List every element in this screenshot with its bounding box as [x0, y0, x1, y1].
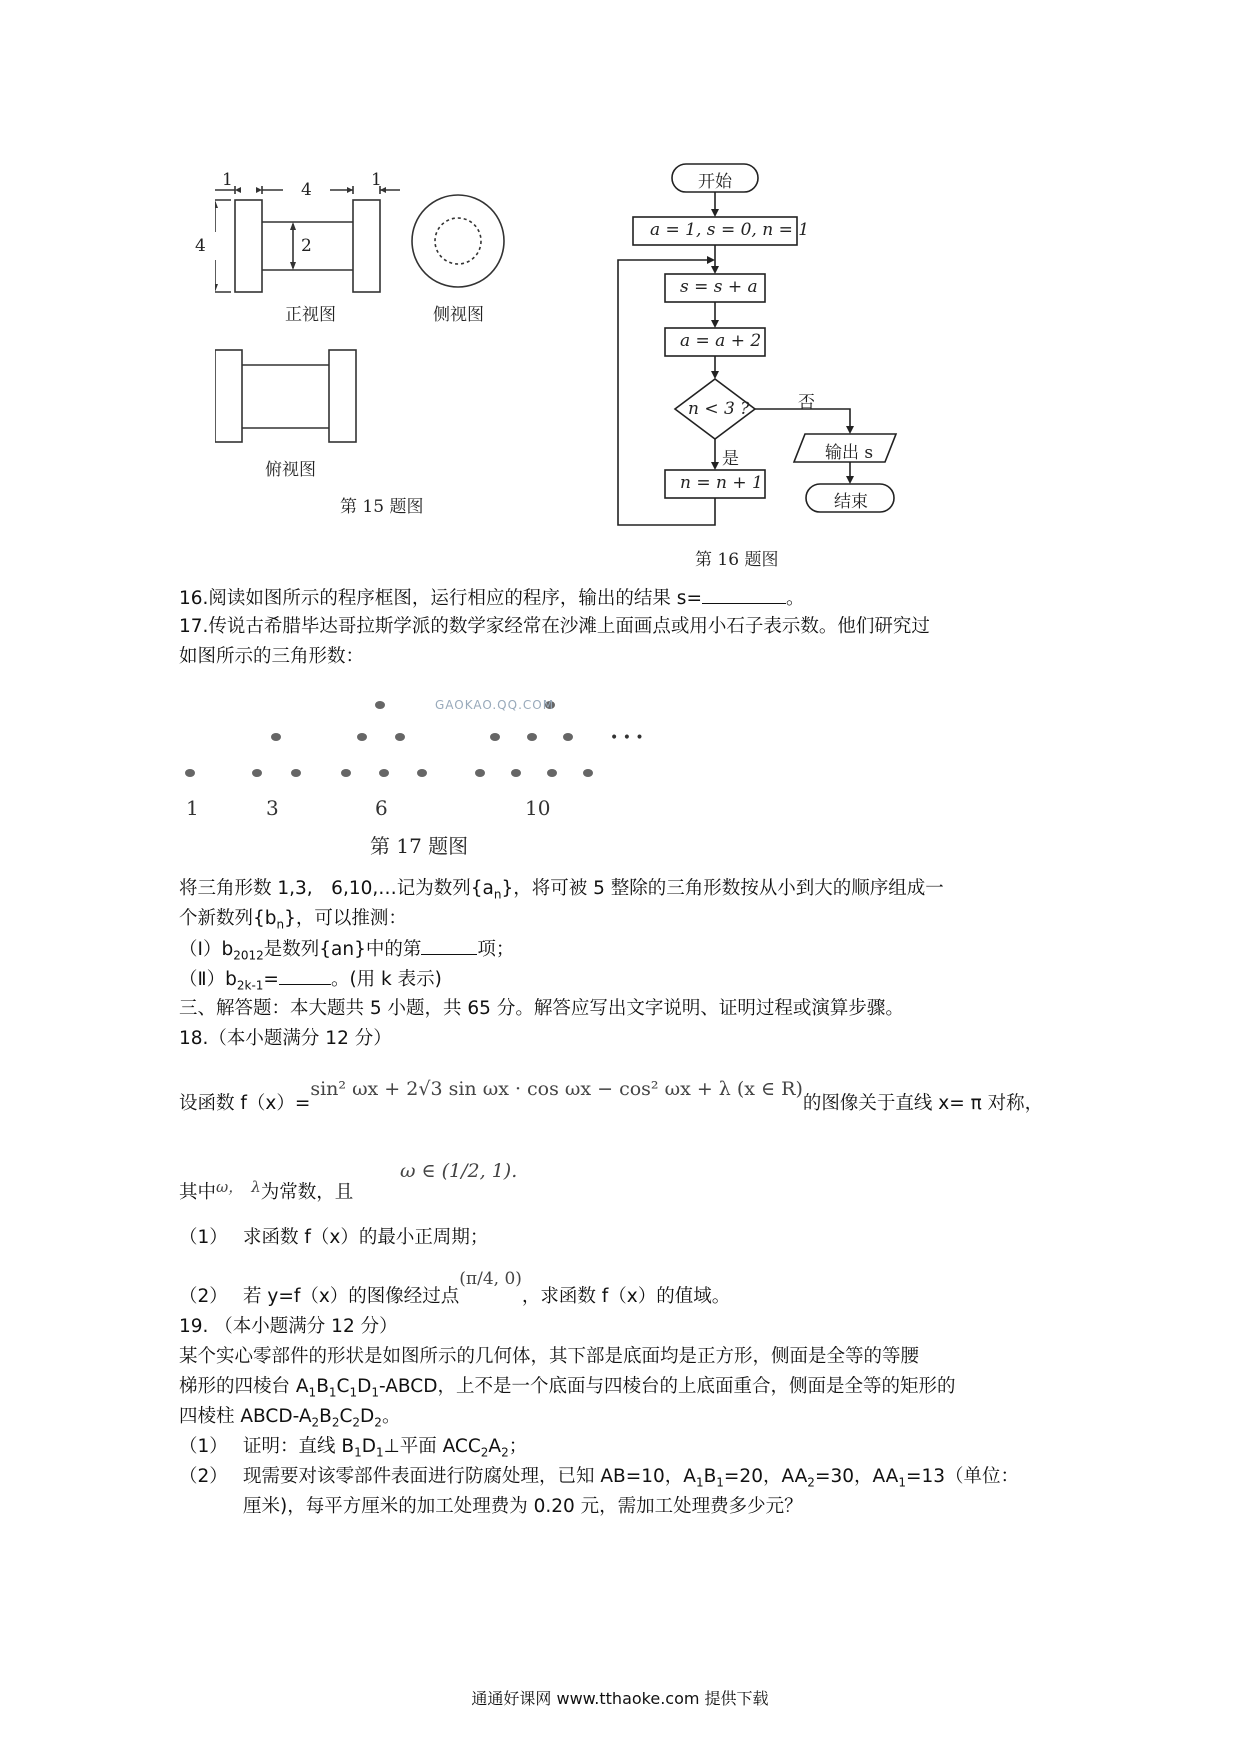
q19-part-1: （1） 证明：直线 $B_1D_1\perp$平面 $ACC_2A_2$；	[179, 1436, 528, 1460]
q19-sub: 1	[328, 1385, 337, 1400]
q19-p1b: ⊥平面 ACC	[383, 1436, 481, 1457]
q19-p1-number: （1）	[179, 1436, 228, 1457]
q19-part-2: （2） 现需要对该零部件表面进行防腐处理，已知 AB=10，$A_1B_1=20$，$AA_2=30$，$AA_1=13$（单位：	[179, 1466, 1019, 1490]
q16-text: 16.阅读如图所示的程序框图，运行相应的程序，输出的结果 s=	[179, 588, 702, 609]
q17-sub-n-1: n	[493, 887, 502, 902]
q18-lambda: λ	[251, 1178, 261, 1196]
figure-17	[180, 690, 700, 858]
q19-sub: 2	[374, 1415, 382, 1430]
q19-l2a: 梯形的四棱台 A	[179, 1376, 309, 1397]
figure-16-caption: 第 16 题图	[695, 550, 779, 570]
dim-1-left: 1	[222, 170, 233, 190]
q17-p2c: 。(用 k 表示)	[330, 969, 442, 990]
q19-l3b: 。	[381, 1406, 401, 1427]
q19-sub: 2	[331, 1415, 340, 1430]
q19-p2c: =30，AA	[814, 1466, 899, 1487]
q16-line	[179, 585, 804, 612]
q17-p1b: 是数列{an}中的第	[263, 939, 422, 960]
q17-line-2: 如图所示的三角形数：	[179, 646, 365, 667]
q17-line-4	[179, 906, 407, 938]
flow-step-a: a = a + 2	[680, 331, 762, 351]
q18-p1-number: （1）	[179, 1227, 228, 1248]
q18-point: (π/4, 0)	[459, 1269, 522, 1289]
label-3: 3	[266, 796, 279, 820]
flow-no-label: 否	[798, 393, 815, 413]
q17-p2a: （Ⅱ）b	[179, 969, 237, 990]
flow-yes-label: 是	[722, 449, 739, 469]
q17-p1a: （Ⅰ）b	[179, 939, 234, 960]
q19-sub: 1	[716, 1475, 724, 1490]
q19-l3a: 四棱柱 ABCD-A	[179, 1406, 312, 1427]
figure-15	[195, 170, 555, 517]
q17-line-3	[179, 876, 944, 908]
q18-l1b: 的图像关于直线 x= π 对称，	[802, 1093, 1044, 1114]
q18-part-2	[179, 1269, 731, 1310]
q18-p2a: 若 y=f（x）的图像经过点	[243, 1286, 460, 1307]
q18-omega: ω，	[216, 1178, 244, 1196]
q19-sub: 2	[311, 1415, 320, 1430]
q19-heading: 19. （本小题满分 12 分）	[179, 1316, 398, 1337]
q19-line-2: 梯形的四棱台 $A_1B_1C_1D_1$-ABCD，上不是一个底面与四棱台的上底面重合，侧面是全等的矩形的	[179, 1376, 956, 1400]
q19-sub: 2	[352, 1415, 361, 1430]
q17-p2b: =	[263, 969, 279, 990]
q18-l2a: 其中	[179, 1182, 217, 1203]
q18-p1: 求函数 f（x）的最小正周期；	[243, 1227, 489, 1248]
q19-p2d: =13（单位：	[905, 1466, 1019, 1487]
figure-17-caption: 第 17 题图	[370, 834, 469, 858]
q17-line-3a: 将三角形数 1,3, 6,10,…记为数列{a	[179, 878, 494, 899]
section-3-heading: 三、解答题：本大题共 5 小题，共 65 分。解答应写出文字说明、证明过程或演算步骤。	[179, 998, 904, 1019]
q19-sub: 1	[308, 1385, 317, 1400]
label-1: 1	[186, 796, 199, 820]
dim-4-side: 4	[195, 236, 206, 256]
q19-sub: 2	[501, 1445, 509, 1460]
flow-output: 输出 s	[825, 443, 874, 463]
q17-line-3b: }，将可被 5 整除的三角形数按从小到大的顺序组成一	[501, 878, 944, 899]
q17-p1c: 项；	[477, 939, 515, 960]
page-footer: 通通好课网 www.tthaoke.com 提供下载	[471, 1689, 769, 1708]
q18-p2b: ，求函数 f（x）的值域。	[521, 1286, 731, 1307]
q19-p2-number: （2）	[179, 1466, 228, 1487]
figure-15-caption: 第 15 题图	[340, 497, 424, 517]
flow-condition: n < 3 ?	[688, 399, 750, 419]
flow-step-s: s = s + a	[680, 277, 758, 297]
dim-4-top: 4	[301, 180, 312, 200]
q18-omega-range: ω ∈ (1/2, 1).	[400, 1160, 518, 1182]
flow-start: 开始	[698, 172, 732, 192]
q18-line-1	[179, 1078, 1044, 1117]
label-6: 6	[375, 796, 388, 820]
q19-line-3: 四棱柱 ABCD-$A_2B_2C_2D_2$。	[179, 1406, 401, 1430]
q19-line-1: 某个实心零部件的形状是如图所示的几何体，其下部是底面均是正方形，侧面是全等的等腰	[179, 1346, 920, 1367]
q17-part-1-blank[interactable]	[421, 936, 477, 955]
q19-sub: 1	[354, 1445, 362, 1460]
q19-part-2-cont	[179, 1494, 803, 1520]
q19-sub: 2	[807, 1475, 815, 1490]
q19-sub: 1	[349, 1385, 358, 1400]
q19-p1a: 证明：直线 B	[243, 1436, 355, 1457]
flow-step-n: n = n + 1	[680, 473, 763, 493]
q19-p3: 厘米)，每平方厘米的加工处理费为 0.20 元，需加工处理费多少元？	[243, 1496, 803, 1517]
q19-l2b: -ABCD，上不是一个底面与四棱台的上底面重合，侧面是全等的矩形的	[378, 1376, 956, 1397]
q17-line-4a: 个新数列{b	[179, 908, 277, 929]
q18-l2b: 为常数，且	[260, 1182, 354, 1203]
q17-sub-n-2: n	[276, 917, 285, 932]
q19-sub: 1	[695, 1475, 704, 1490]
dim-1-right: 1	[371, 170, 382, 190]
q17-p1-sub: 2012	[233, 948, 264, 963]
q19-p2a: 现需要对该零部件表面进行防腐处理，已知 AB=10，A	[243, 1466, 696, 1487]
q19-sub: 1	[375, 1445, 384, 1460]
q18-line-2	[179, 1180, 353, 1206]
q17-part-2-blank[interactable]	[279, 966, 331, 985]
q19-sub: 2	[480, 1445, 489, 1460]
flow-end: 结束	[834, 492, 868, 512]
q18-formula: sin² ωx + 2√3 sin ωx · cos ωx − cos² ωx + λ (x ∈ R)	[310, 1078, 803, 1100]
q18-p2-number: （2）	[179, 1286, 228, 1307]
q16-answer-blank[interactable]	[702, 585, 786, 604]
dots-ellipsis: • • •	[610, 730, 644, 746]
q17-part-2	[179, 966, 442, 999]
q17-line-1: 17.传说古希腊毕达哥拉斯学派的数学家经常在沙滩上面画点或用小石子表示数。他们研究过	[179, 616, 930, 637]
q18-heading: 18.（本小题满分 12 分）	[179, 1028, 392, 1049]
q19-sub: 1	[371, 1385, 379, 1400]
q19-sub: 1	[898, 1475, 906, 1490]
q17-p2-sub: 2k-1	[236, 978, 264, 993]
q17-part-1	[179, 936, 514, 969]
dim-2-inner: 2	[301, 236, 312, 256]
q19-p2b: =20，AA	[723, 1466, 808, 1487]
q18-l1a: 设函数 f（x）=	[179, 1093, 311, 1114]
flow-init: a = 1, s = 0, n = 1	[650, 220, 810, 240]
figure-watermark: GAOKAO.QQ.COM	[435, 698, 555, 712]
figure-16	[600, 160, 940, 570]
q19-p1c: ；	[508, 1436, 528, 1457]
side-view-label: 侧视图	[433, 305, 484, 325]
label-10: 10	[525, 796, 551, 820]
q16-end: 。	[785, 588, 805, 609]
q18-part-1	[179, 1225, 488, 1251]
q17-line-4b: }，可以推测：	[284, 908, 407, 929]
top-view-label: 俯视图	[265, 460, 316, 480]
front-view-label: 正视图	[285, 305, 336, 325]
